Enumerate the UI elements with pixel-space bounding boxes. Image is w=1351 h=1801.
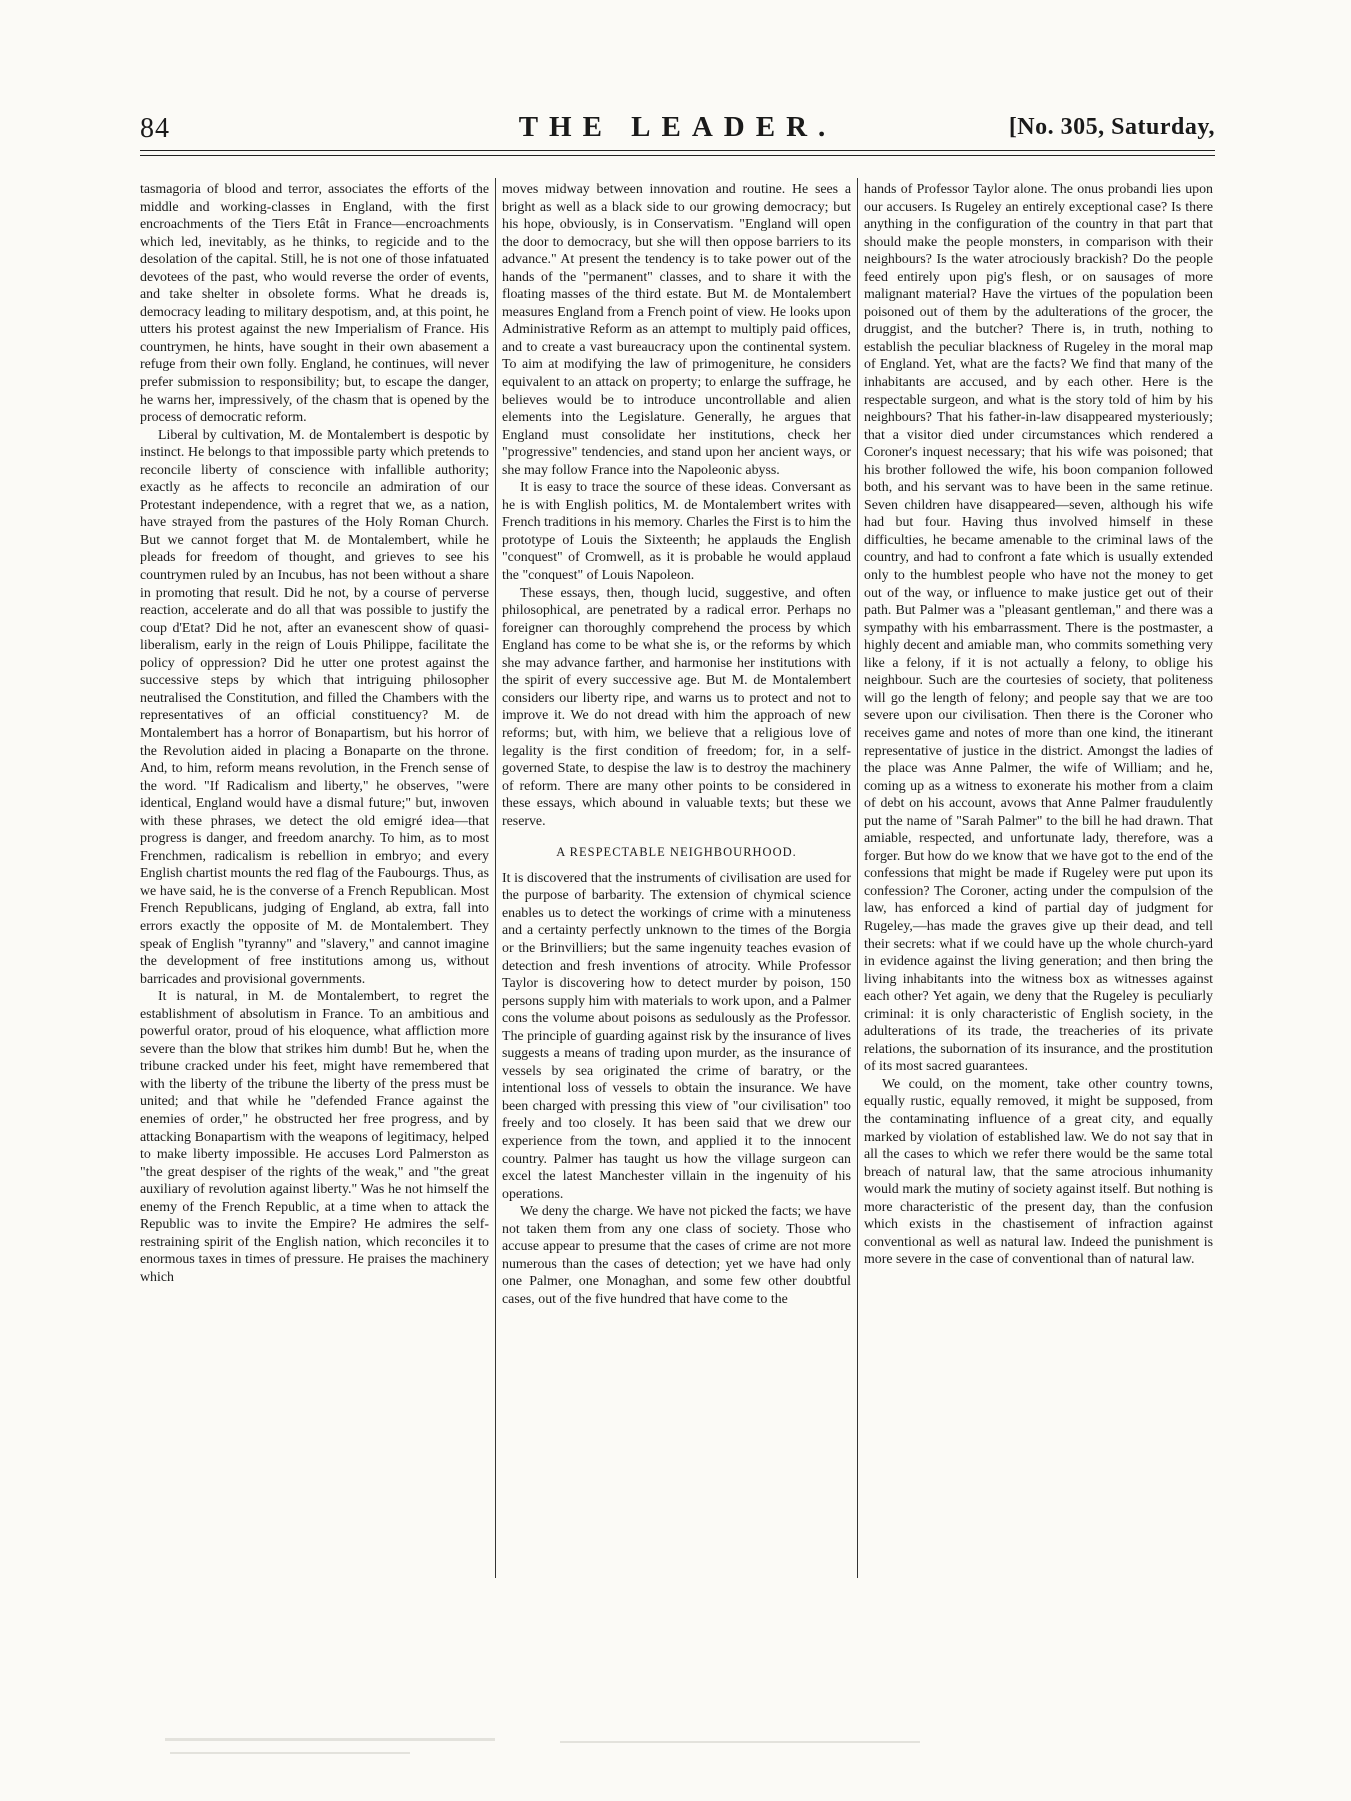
paragraph: These essays, then, though lucid, suggestive, and often philosophical, are penetrated by a radical error. Perhaps no foreigner can thoroughly comprehend the process by which England has come to be what she is, or the reforms by which she may advance farther, and harmonise her institutions with the spirit of every successive age. But M. de Montalembert considers our liberty ripe, and warns us to protect and not to improve it. We do not dread with him the approach of new reforms; but, with him, we believe that a religious love of legality is the first condition of freedom; for, in a self-governed State, to despise the law is to destroy the machinery of reform. There are many other points to be considered in these essays, which abound in valuable texts; but these we reserve.	[502, 585, 851, 829]
issue-line: [No. 305, Saturday,	[1008, 114, 1215, 140]
paragraph: It is easy to trace the source of these ideas. Conversant as he is with English politics, M. de Montalembert writes with French traditions in his memory. Charles the First is to him the prototype of Louis the Sixteenth; he applauds the English "conquest" of Cromwell, as it is probable he would applaud the "conquest" of Louis Napoleon.	[502, 480, 851, 584]
masthead-title: THE LEADER.	[518, 111, 837, 143]
header-rule-bottom	[140, 155, 1215, 156]
column-2	[502, 181, 851, 1571]
scan-smudge	[170, 1752, 410, 1754]
paragraph: hands of Professor Taylor alone. The onus probandi lies upon our accusers. Is Rugeley an entirely exceptional case? Is there anything in the configuration of the country in that part that should make the people monsters, in comparison with their neighbours? Is the water atrociously brackish? Do the people feed entirely upon pig's flesh, or on sausages of more malignant material? Have the virtues of the population been poisoned out of them by the adulterations of the grocer, the druggist, and the butcher? There is, in truth, nothing to establish the peculiar blackness of Rugeley in the moral map of England. Yet, what are the facts? We find that many of the inhabitants are accused, and by each other. Here is the respectable surgeon, and what is the story told of him by his neighbours? That his father-in-law disappeared mysteriously; that a visitor died under circumstances which rendered a Coroner's inquest necessary; that his wife was poisoned; that his brother followed the wife, his boon companion followed both, and his servant was to have been in the same retinue. Seven children have disappeared—seven, although his wife had but four. Having thus involved himself in these difficulties, he became amenable to the criminal laws of the country, and had to confront a fate which is usually extended only to the humblest people who have not the money to get out of the way, or influence to make justice get out of their path. But Palmer was a "pleasant gentleman," and there was a sympathy with his embarrassment. There is the postmaster, a highly decent and amiable man, who commits something very like a felony, if it is not actually a felony, to oblige his neighbour. Such are the courtesies of society, that politeness will go the length of felony; and people say that we are too severe upon our civilisation. Then there is the Coroner who receives game and notes of more than one kind, the itinerant representative of justice in the district. Amongst the ladies of the place was Anne Palmer, the wife of William; and he, coming up as a witness to exonerate his mother from a claim of debt on his account, avows that Anne Palmer fraudulently put the name of "Sarah Palmer" to the bill he had drawn. That amiable, respected, and unfortunate lady, therefore, was a forger. But how do we know that we have got to the end of the confessions that might be made if Rugeley were put upon its confession? The Coroner, acting under the compulsion of the law, has enforced a kind of partial day of judgment for Rugeley,—has made the graves give up their dead, and tell their secrets: what if we could have up the whole church-yard in evidence against the living generation; and then bring the living inhabitants into the witness box as witnesses against each other? Yet again, we deny that the Rugeley is peculiarly criminal: it is only characteristic of English society, in the adulterations of its trade, the treacheries of its private relations, the subornation of its insurance, and the prostitution of its most sacred guarantees.	[864, 182, 1213, 1075]
page-header	[140, 111, 1215, 147]
column-3	[864, 181, 1213, 1571]
header-rule-top	[140, 150, 1215, 151]
column-divider	[857, 178, 858, 1578]
column-1	[140, 181, 489, 1571]
paragraph: We could, on the moment, take other country towns, equally rustic, equally removed, it might be supposed, from the contaminating influence of a great city, and equally marked by violation of established law. We do not say that in all the cases to which we refer there would be the same total breach of natural law, that the same atrocious inhumanity would mark the mutiny of society against itself. But nothing is more characteristic of the present day, than the confusion which exists in the chastisement of infraction against conventional as well as natural law. Indeed the punishment is more severe in the case of conventional than of natural law.	[864, 1076, 1213, 1268]
paragraph: tasmagoria of blood and terror, associates the efforts of the middle and working-classes in England, with the first encroachments of the Tiers Etât in France—encroachments which led, inevitably, as he thinks, to regicide and to the desolation of the capital. Still, he is not one of those infatuated devotees of the past, who would reverse the order of events, and take shelter in obsolete forms. What he dreads is, democracy leading to military despotism, and, at this point, he utters his protest against the new Imperialism of France. His countrymen, he hints, have sought in their own abasement a refuge from their own folly. England, he continues, will never prefer submission to responsibility; but, to escape the danger, he warns her, impressively, of the chasm that is opened by the process of democratic reform.	[140, 182, 489, 426]
scan-smudge	[560, 1741, 920, 1743]
paragraph: moves midway between innovation and routine. He sees a bright as well as a black side to our growing democracy; but his hope, obviously, is in Conservatism. "England will open the door to democracy, but she will then oppose barriers to its advance." At present the tendency is to take power out of the hands of the "permanent" classes, and to share it with the floating masses of the third estate. But M. de Montalembert measures England from a French point of view. He looks upon Administrative Reform as an attempt to multiply paid offices, and to create a vast bureaucracy upon the continental system. To aim at modifying the law of primogeniture, he considers equivalent to an attack on property; to enlarge the suffrage, he believes would be to introduce uncontrollable and alien elements into the Legislature. Generally, he argues that England must consolidate her institutions, check her "progressive" tendencies, and stand upon her ancient ways, or she may follow France into the Napoleonic abyss.	[502, 182, 851, 478]
section-heading: A RESPECTABLE NEIGHBOURHOOD.	[556, 845, 797, 860]
paragraph: It is discovered that the instruments of civilisation are used for the purpose of barbarity. The extension of chymical science enables us to detect the workings of crime with a minuteness and a certainty perfectly unknown to the times of the Borgia or the Brinvilliers; but the same ingenuity teaches evasion of detection and fresh inventions of atrocity. While Professor Taylor is discovering how to detect murder by poison, 150 persons supply him with materials to work upon, and a Palmer cons the volume about poisons as sedulously as the Professor. The principle of guarding against risk by the insurance of lives suggests a means of trading upon murder, as the insurance of vessels by sea originated the crime of baratry, or the intentional loss of vessels to obtain the insurance. We have been charged with pressing this view of "our civilisation" too freely and too closely. It has been said that we drew our experience from the town, and applied it to the innocent country. Palmer has taught us how the village surgeon can excel the latest Manchester villain in the ingenuity of his operations.	[502, 870, 851, 1202]
paragraph: We deny the charge. We have not picked the facts; we have not taken them from any one class of society. Those who accuse appear to presume that the cases of crime are not more numerous than the cases of detection; yet we have had only one Palmer, one Monaghan, and some few other doubtful cases, out of the five hundred that have come to the	[502, 1204, 851, 1307]
paragraph: It is natural, in M. de Montalembert, to regret the establishment of absolutism in France. To an ambitious and powerful orator, proud of his eloquence, what affliction more severe than the blow that strikes him dumb! But he, when the tribune cracked under his feet, might have remembered that with the liberty of the tribune the liberty of the press must be united; and that while he "defended France against the enemies of order," he obstructed her free progress, and by attacking Bonapartism with the weapons of legitimacy, helped to make liberty impossible. He accuses Lord Palmerston as "the great despiser of the rights of the weak," and "the great auxiliary of revolution against liberty." Was he not himself the enemy of the French Republic, at a time when to attack the Republic was to invite the Empire? He admires the self-restraining spirit of the English nation, which reconciles it to enormous taxes in times of pressure. He praises the machinery which	[140, 989, 489, 1285]
page-number: 84	[140, 113, 170, 144]
scan-smudge	[165, 1738, 495, 1741]
paragraph: Liberal by cultivation, M. de Montalembert is despotic by instinct. He belongs to that impossible party which pretends to reconcile liberty of conscience with infallible authority; exactly as he affects to reconcile an admiration of our Protestant independence, with a regret that we, as a nation, have strayed from the pastures of the Holy Roman Church. But we cannot forget that M. de Montalembert, while he pleads for freedom of thought, and grieves to see his countrymen ruled by an Incubus, has not been without a share in promoting that result. Did he not, by a course of perverse reaction, accelerate and do all that was possible to justify the coup d'Etat? Did he not, after an evanescent show of quasi-liberalism, early in the reign of Louis Philippe, facilitate the policy of oppression? Did he utter one protest against the successive steps by which that intriguing philosopher neutralised the Constitution, and filled the Chambers with the representatives of an official constituency? M. de Montalembert has a horror of Bonapartism, but his horror of the Revolution aided in placing a Bonaparte on the throne. And, to him, reform means revolution, in the French sense of the word. "If Radicalism and liberty," he observes, "were identical, England would have a dismal future;" but, inwoven with these phrases, we detect the old emigré idea—that progress is danger, and freedom anarchy. To him, as to most Frenchmen, radicalism is rebellion in embryo; and every English chartist mounts the red flag of the Faubourgs. Thus, as we have said, he is the converse of a French Republican. Most French Republicans, judging of England, ab extra, fall into errors exactly the opposite of M. de Montalembert. They speak of English "tyranny" and "slavery," and cannot imagine the development of free institutions among us, without barricades and provisional governments.	[140, 427, 489, 987]
column-divider	[495, 178, 496, 1578]
